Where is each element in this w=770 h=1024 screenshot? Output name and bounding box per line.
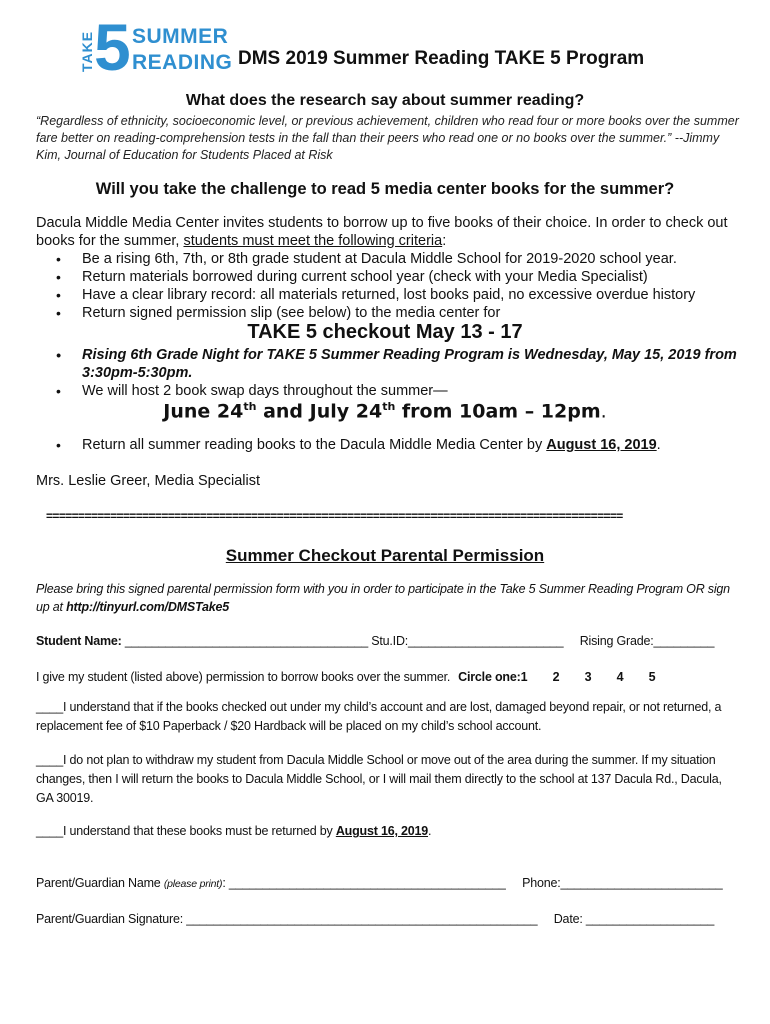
books-option-2[interactable]: 2 — [552, 670, 560, 684]
student-id-field[interactable]: Stu.ID:_______________________ — [371, 634, 564, 648]
permission-grade-row — [36, 670, 746, 684]
research-heading: What does the research say about summer reading? — [185, 92, 585, 109]
books-option-1[interactable]: 1 — [520, 670, 528, 684]
intro-text: Dacula Middle Media Center invites students to borrow up to five books of their choice. In order to check out books for the summer, — [36, 215, 728, 249]
page-title: DMS 2019 Summer Reading TAKE 5 Program — [238, 48, 645, 69]
parent-name-hint: (please print) — [163, 878, 223, 890]
return-books-date: August 16, 2019 — [546, 437, 657, 453]
logo-take-text: TAKE — [79, 30, 95, 72]
swap-period: . — [600, 400, 607, 423]
intro-end: : — [442, 233, 447, 249]
parent-signature-field[interactable]: Parent/Guardian Signature: ____________________________________________________ — [36, 912, 538, 926]
event-list — [56, 346, 746, 400]
return-agreement-text: ____I understand that these books must be returned by — [36, 824, 336, 838]
return-agreement-date: August 16, 2019 — [335, 824, 429, 838]
swap-date-2-suffix: th — [382, 400, 396, 413]
criteria-item: • Return signed permission slip (see below) to the media center for — [56, 304, 746, 322]
criteria-item: • Return materials borrowed during current school year (check with your Media Specialist) — [56, 268, 746, 286]
swap-date-1-suffix: th — [243, 400, 257, 413]
intro-paragraph — [36, 214, 736, 250]
phone-field[interactable]: Phone:________________________ — [522, 876, 723, 890]
logo-five-text: 5 — [94, 10, 131, 84]
return-books-item — [56, 436, 746, 454]
return-date-agreement[interactable] — [36, 822, 740, 841]
criteria-item: • Have a clear library record: all materials returned, lost books paid, no excessive overdue history — [56, 286, 746, 304]
permission-note — [36, 580, 736, 616]
criteria-list — [56, 250, 746, 322]
logo-summer-text: SUMMER — [132, 25, 229, 48]
student-name-field[interactable]: ____________________________________ — [121, 634, 372, 648]
book-swap-item: • We will host 2 book swap days throughout the summer— — [56, 382, 746, 400]
return-list — [56, 436, 746, 454]
books-option-4[interactable]: 4 — [616, 670, 624, 684]
parent-name-label: Parent/Guardian Name — [36, 876, 164, 890]
date-field[interactable]: Date: ___________________ — [553, 912, 715, 926]
book-swap-dates — [0, 400, 770, 422]
logo-reading-text: READING — [132, 51, 233, 74]
rising-grade-field[interactable]: Rising Grade:_________ — [579, 634, 715, 648]
swap-date-2: and July 24 — [256, 400, 383, 423]
challenge-heading: Will you take the challenge to read 5 media center books for the summer? — [95, 180, 675, 198]
criteria-item: • Be a rising 6th, 7th, or 8th grade student at Dacula Middle School for 2019-2020 school year. — [56, 250, 746, 268]
parent-name-row — [36, 876, 746, 890]
books-option-5[interactable]: 5 — [648, 670, 656, 684]
student-info-row — [36, 634, 746, 648]
swap-date-1: June 24 — [163, 400, 244, 423]
permission-statement: I give my student (listed above) permission to borrow books over the summer. — [36, 670, 451, 684]
parent-name-field[interactable]: : _________________________________________ — [222, 876, 506, 890]
intro-criteria-underlined: students must meet the following criteria — [183, 233, 443, 249]
signup-link[interactable]: http://tinyurl.com/DMSTake5 — [66, 600, 229, 614]
checkout-heading: TAKE 5 checkout May 13 - 17 — [247, 321, 523, 343]
rising-6th-grade-night-item: • Rising 6th Grade Night for TAKE 5 Summer Reading Program is Wednesday, May 15, 2019 from 3:30pm-5:30pm. — [56, 346, 746, 382]
permission-title: Summer Checkout Parental Permission — [225, 546, 545, 565]
cut-divider: ========================================================================================== — [46, 509, 623, 523]
circle-one-label: Circle one: — [458, 670, 521, 684]
withdraw-agreement[interactable]: ____I do not plan to withdraw my student from Dacula Middle School or move out of the area during the summer. If my situation changes, then I will return the books to Dacula Middle School, or I will mail them directly to the school at 137 Dacula Rd., Dacula, GA 30019. — [36, 753, 722, 805]
return-books-text: Return all summer reading books to the Dacula Middle Media Center by — [82, 437, 547, 453]
return-agreement-end: . — [428, 824, 432, 838]
replacement-fee-agreement[interactable]: ____I understand that if the books checked out under my child’s account and are lost, damaged beyond repair, or not returned, a replacement fee of $10 Paperback / $20 Hardback will be placed on my child’s school account. — [36, 700, 722, 733]
parent-signature-row — [36, 912, 746, 926]
take5-summer-reading-logo — [79, 10, 233, 84]
media-specialist-signature: Mrs. Leslie Greer, Media Specialist — [36, 473, 261, 489]
research-quote: “Regardless of ethnicity, socioeconomic level, or previous achievement, children who read four or more books over the summer fare better on reading-comprehension tests in the fall than their peers who read one or no books over the summer.” --Jimmy Kim, Journal of Education for Students Placed at Risk — [36, 114, 739, 162]
books-option-3[interactable]: 3 — [584, 670, 592, 684]
return-books-end: . — [656, 437, 661, 453]
student-name-label: Student Name: — [36, 634, 122, 648]
permission-note-text: Please bring this signed parental permission form with you in order to participate in the Take 5 Summer Reading Program OR sign up at — [36, 582, 730, 614]
swap-time: from 10am – 12pm — [395, 400, 601, 423]
